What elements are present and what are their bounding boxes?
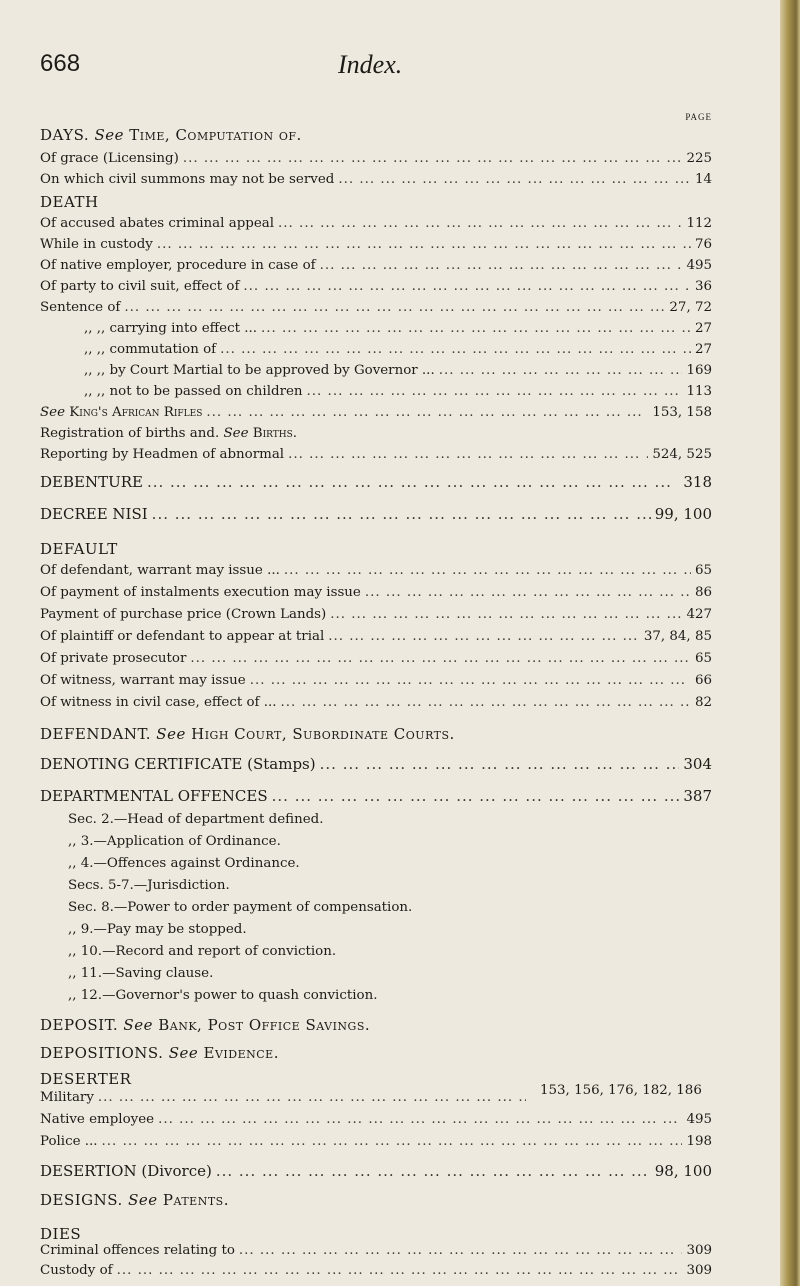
section-line: Sec. 8.—Power to order payment of compensation.: [68, 900, 413, 915]
index-line: Reporting by Headmen of abnormal ... . 524, 525: [40, 447, 712, 465]
index-line: See King's African Rifles ... . 153, 158: [40, 405, 712, 423]
page-number: 668: [40, 50, 81, 77]
section-line: Sec. 2.—Head of department defined.: [68, 812, 324, 827]
entry-heading: DEPOSITIONS. See Evidence.: [40, 1044, 279, 1062]
section-line: ,, 10.—Record and report of conviction.: [68, 944, 337, 959]
section-line: ,, 11.—Saving clause.: [68, 966, 214, 981]
index-line: ,, ,, carrying into effect ... ... . 27: [84, 321, 712, 339]
index-line: Military ... .: [40, 1090, 530, 1108]
entry-heading: DESIGNS. See Patents.: [40, 1191, 229, 1209]
index-line: Of witness, warrant may issue ... . 66: [40, 673, 712, 691]
index-line: Of grace (Licensing) ... . 225: [40, 151, 712, 169]
section-line: ,, 4.—Offences against Ordinance.: [68, 856, 300, 871]
index-line: DECREE NISI ... . 99, 100: [40, 505, 712, 523]
section-line: ,, 9.—Pay may be stopped.: [68, 922, 247, 937]
page-title: Index.: [338, 50, 403, 79]
index-line: Of witness in civil case, effect of ... ... . 82: [40, 695, 712, 713]
index-line: ,, ,, commutation of ... . 27: [84, 342, 712, 360]
book-page-edge: [780, 0, 800, 1286]
index-line: DESERTION (Divorce) ... . 98, 100: [40, 1162, 712, 1180]
index-line: DEPARTMENTAL OFFENCES ... . 387: [40, 787, 712, 805]
entry-heading: DESERTER: [40, 1070, 132, 1088]
index-line: Of accused abates criminal appeal ... . 112: [40, 216, 712, 234]
index-line: DENOTING CERTIFICATE (Stamps) ... . 304: [40, 755, 712, 773]
page-column-label: PAGE: [685, 112, 712, 122]
index-line: Native employee ... . 495: [40, 1112, 712, 1130]
index-line: Custody of ... . 309: [40, 1263, 712, 1281]
entry-heading: DEATH: [40, 193, 99, 211]
section-line: ,, 12.—Governor's power to quash conviction.: [68, 988, 378, 1003]
index-line: While in custody ... . 76: [40, 237, 712, 255]
index-line: Sentence of ... . 27, 72: [40, 300, 712, 318]
section-line: ,, 3.—Application of Ordinance.: [68, 834, 281, 849]
index-line: Of private prosecutor ... . 65: [40, 651, 712, 669]
index-line: On which civil summons may not be served ... . 14: [40, 172, 712, 190]
index-line: Of plaintiff or defendant to appear at trial ... . 37, 84, 85: [40, 629, 712, 647]
entry-heading: DIES: [40, 1225, 82, 1243]
index-line: Police ... ... . 198: [40, 1134, 712, 1152]
index-line: DEBENTURE ... . 318: [40, 473, 712, 491]
entry-heading: DAYS. See Time, Computation of.: [40, 126, 302, 144]
page-ref: 153, 156, 176, 182, 186: [540, 1083, 702, 1098]
index-line: Payment of purchase price (Crown Lands) ... . 427: [40, 607, 712, 625]
index-line: Of native employer, procedure in case of ... . 495: [40, 258, 712, 276]
entry-heading: DEPOSIT. See Bank, Post Office Savings.: [40, 1016, 371, 1034]
section-line: Secs. 5-7.—Jurisdiction.: [68, 878, 230, 893]
entry-heading: DEFENDANT. See High Court, Subordinate Courts.: [40, 725, 455, 743]
index-line: ,, ,, by Court Martial to be approved by Governor ... ... . 169: [84, 363, 712, 381]
index-line: Registration of births and. See Births.: [40, 426, 298, 441]
entry-heading: DEFAULT: [40, 540, 118, 558]
index-line: Of payment of instalments execution may issue ... . 86: [40, 585, 712, 603]
index-line: Criminal offences relating to ... . 309: [40, 1243, 712, 1261]
index-line: Of defendant, warrant may issue ... ... . 65: [40, 563, 712, 581]
index-line: Of party to civil suit, effect of ... . 36: [40, 279, 712, 297]
index-line: ,, ,, not to be passed on children ... . 113: [84, 384, 712, 402]
